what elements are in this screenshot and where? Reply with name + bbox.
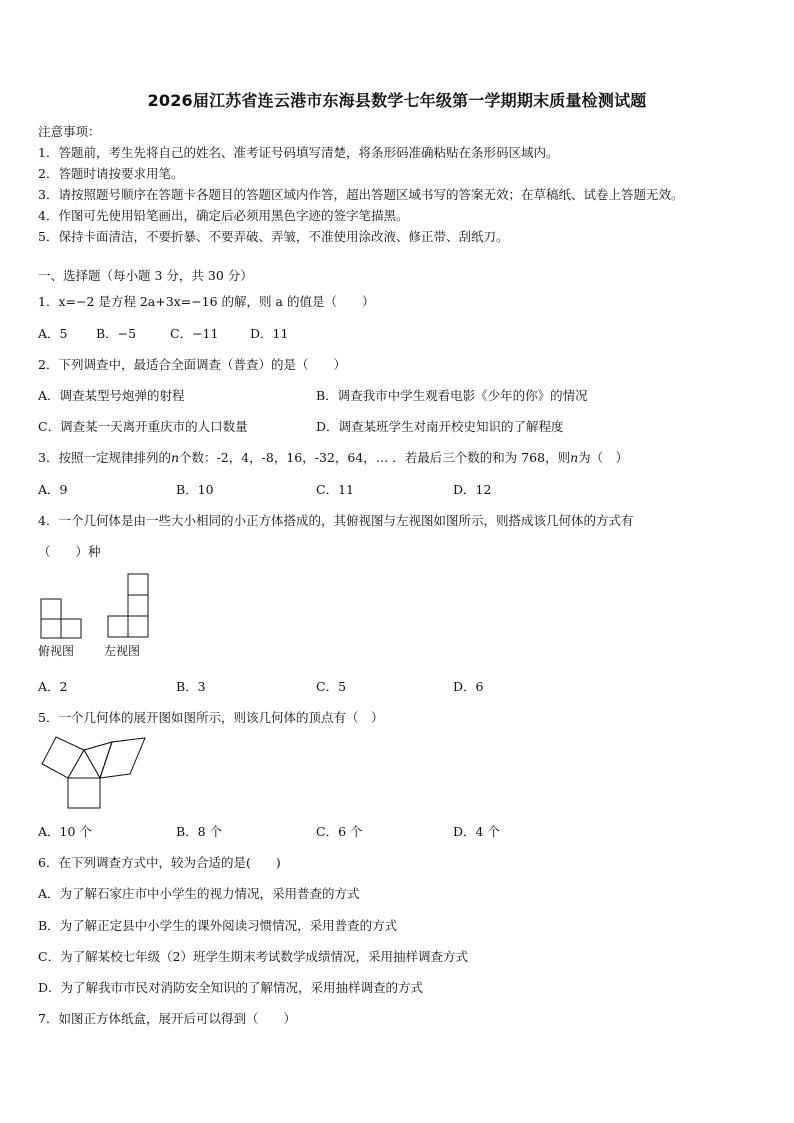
- question-1-option-b: B．−5: [96, 326, 137, 341]
- left-view-figure: [106, 573, 150, 639]
- question-2-option-c: C．调查某一天离开重庆市的人口数量: [38, 419, 248, 434]
- question-2-option-b: B．调查我市中学生观看电影《少年的你》的情况: [316, 388, 588, 403]
- question-2-option-a: A．调查某型号炮弹的射程: [38, 388, 185, 403]
- top-view-square: [41, 599, 61, 619]
- top-view-label: 俯视图: [38, 644, 75, 658]
- question-3-stem-part-c: 为（ ）: [578, 450, 629, 465]
- question-4-option-d: D．6: [453, 679, 484, 694]
- question-5-option-d: D．4 个: [453, 824, 500, 839]
- notice-heading: 注意事项：: [38, 124, 101, 139]
- question-6-stem: 6．在下列调查方式中，较为合适的是( ): [38, 855, 281, 870]
- left-view-square: [128, 595, 148, 616]
- question-6-option-c: C．为了解某校七年级（2）班学生期末考试数学成绩情况，采用抽样调查方式: [38, 949, 469, 964]
- notice-item: 4．作图可先使用铅笔画出，确定后必须用黑色字迹的签字笔描黑。: [38, 208, 409, 223]
- question-3-stem: [38, 448, 628, 466]
- question-5-option-c: C．6 个: [316, 824, 363, 839]
- question-4-option-a: A．2: [38, 679, 68, 694]
- question-7-stem: 7．如图正方体纸盒，展开后可以得到（ ）: [38, 1011, 296, 1026]
- question-5-stem: 5．一个几何体的展开图如图所示，则该几何体的顶点有（ ）: [38, 710, 384, 725]
- left-view-square: [128, 616, 148, 637]
- left-view-label: 左视图: [104, 644, 141, 658]
- net-square-left: [42, 737, 84, 778]
- question-6-option-b: B．为了解正定县中小学生的课外阅读习惯情况，采用普查的方式: [38, 918, 398, 933]
- question-1-option-c: C．−11: [170, 326, 219, 341]
- question-3-option-c: C．11: [316, 482, 354, 497]
- question-4-option-c: C．5: [316, 679, 347, 694]
- question-4-stem-line-1: 4．一个几何体是由一些大小相同的小正方体搭成的，其俯视图与左视图如图所示，则搭成该几何体的方式有: [38, 513, 634, 528]
- question-3-variable-n: n: [170, 450, 180, 465]
- left-view-square: [128, 574, 148, 595]
- question-3-option-b: B．10: [176, 482, 214, 497]
- question-5-option-a: A．10 个: [38, 824, 92, 839]
- question-1-option-d: D．11: [250, 326, 289, 341]
- net-center-triangle: [68, 750, 100, 778]
- top-view-square: [41, 619, 61, 638]
- question-5-option-b: B．8 个: [176, 824, 223, 839]
- question-1-option-a: A．5: [38, 326, 68, 341]
- net-figure: [40, 736, 152, 810]
- section-heading: 一、选择题（每小题 3 分，共 30 分）: [38, 268, 253, 283]
- notice-item: 3．请按照题号顺序在答题卡各题目的答题区域内作答，超出答题区域书写的答案无效；在草稿纸、试卷上答题无效。: [38, 187, 684, 202]
- question-2-stem: 2．下列调查中，最适合全面调查（普查）的是（ ）: [38, 357, 346, 372]
- notice-item: 5．保持卡面清洁，不要折暴、不要弄破、弄皱，不准使用涂改液、修正带、刮纸刀。: [38, 229, 509, 244]
- top-view-figure: [40, 598, 82, 640]
- question-6-option-a: A．为了解石家庄市中小学生的视力情况，采用普查的方式: [38, 886, 360, 901]
- question-6-option-d: D．为了解我市市民对消防安全知识的了解情况，采用抽样调查的方式: [38, 980, 424, 995]
- question-2-option-d: D．调查某班学生对南开校史知识的了解程度: [316, 419, 564, 434]
- notice-item: 2．答题时请按要求用笔。: [38, 166, 184, 181]
- question-3-option-a: A．9: [38, 482, 68, 497]
- page-title: 2026届江苏省连云港市东海县数学七年级第一学期期末质量检测试题: [147, 91, 647, 110]
- question-3-stem-part-a: 3．按照一定规律排列的: [38, 450, 171, 465]
- net-triangle-right: [84, 742, 112, 778]
- question-4-stem-line-2: （ ）种: [38, 544, 101, 559]
- net-square-bottom: [68, 778, 100, 808]
- question-3-variable-n: n: [570, 450, 579, 465]
- left-view-square: [108, 616, 128, 637]
- notice-item: 1．答题前，考生先将自己的姓名、准考证号码填写清楚，将条形码准确粘贴在条形码区域内。: [38, 145, 559, 160]
- question-3-option-d: D．12: [453, 482, 492, 497]
- question-3-stem-part-b: 个数：-2，4，-8，16，-32，64，… ．若最后三个数的和为 768，则: [179, 450, 571, 465]
- question-4-option-b: B．3: [176, 679, 206, 694]
- question-1-stem: 1．x=−2 是方程 2a+3x=−16 的解，则 a 的值是（ ）: [38, 294, 375, 309]
- top-view-square: [61, 619, 81, 638]
